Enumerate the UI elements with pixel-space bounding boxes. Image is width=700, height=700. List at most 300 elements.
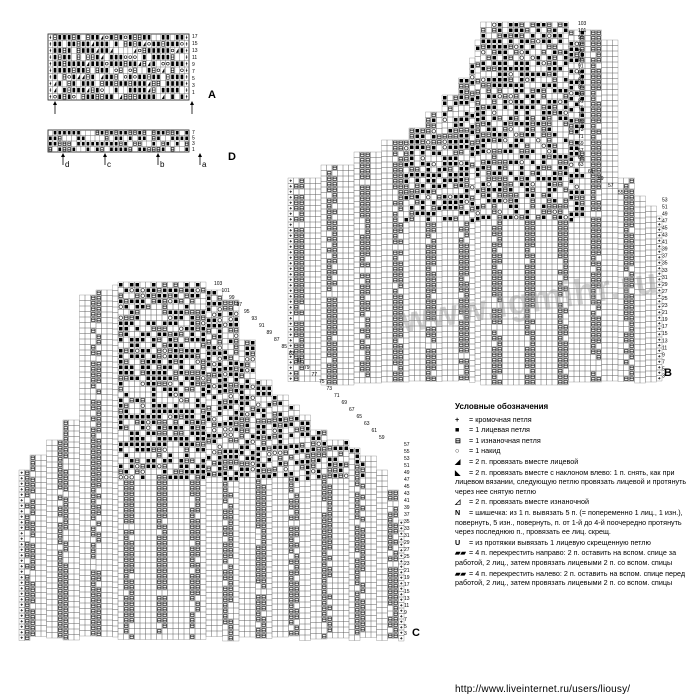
knit-stitch [58,131,61,135]
chart-b-row-number: 93 [578,56,584,63]
knit-stitch [273,446,277,450]
knit-stitch [180,476,184,480]
knit-stitch [454,118,458,122]
chart-b-row-number: 5 [662,366,665,373]
chart-c-row-number: 75 [319,379,325,385]
knit-stitch [515,177,519,181]
knit-stitch [405,163,409,167]
knit-stitch [63,55,66,60]
knit-stitch [526,188,530,192]
yarn-over [246,369,250,373]
knit-stitch [553,155,557,159]
knit-stitch [515,199,519,203]
knit-stitch [229,340,233,344]
knit-stitch [119,371,123,375]
knit-stitch [410,173,414,177]
knit-stitch [180,355,184,359]
yarn-over [493,23,497,27]
chart-c-row-number: 101 [221,288,230,294]
knit-stitch [570,152,574,156]
knit-stitch [235,318,239,322]
yarn-over [235,334,239,338]
chart-b-row-number: 71 [578,133,584,140]
knit-stitch [570,42,574,46]
knit-stitch [110,81,113,86]
knit-stitch [119,300,123,304]
knit-stitch [110,61,113,66]
yarn-over [312,470,316,474]
knit-stitch [180,311,184,315]
chart-c-row-number: 57 [404,442,410,448]
knit-stitch [77,131,80,135]
knit-stitch [181,137,184,141]
knit-stitch [526,183,530,187]
knit-stitch [520,29,524,33]
knit-stitch [257,453,261,457]
footer-url[interactable]: http://www.liveinternet.ru/users/liousy/ [455,684,631,695]
legend-item [455,548,695,567]
knit-stitch [559,111,563,115]
knit-stitch [191,382,195,386]
knit-stitch [454,146,458,150]
chart-b-row-number: 17 [662,324,668,331]
knit-stitch [262,414,266,418]
knit-stitch [224,367,228,371]
knit-stitch [537,172,541,176]
knit-stitch [487,139,491,143]
knit-stitch [240,413,244,417]
yarn-over [515,45,519,49]
knit-stitch [504,56,508,60]
knit-stitch [58,42,61,47]
yarn-over [548,150,552,154]
knit-stitch [531,150,535,154]
knit-stitch [224,356,228,360]
knit-stitch [251,341,255,345]
yarn-over [504,199,508,203]
chart-c-label: C [412,627,420,639]
chart-c-row-number: 65 [356,414,363,420]
knit-stitch [498,133,502,137]
knit-stitch [476,107,480,111]
knit-stitch [542,216,546,220]
knit-stitch [515,210,519,214]
knit-stitch [229,406,233,410]
knit-stitch [174,355,178,359]
knit-stitch [493,106,497,110]
chart-a-row-number: 3 [192,83,195,89]
knit-stitch [487,106,491,110]
knit-stitch [158,415,162,419]
knit-stitch [169,311,173,315]
knit-stitch [240,451,244,455]
chart-c-row-number: 7 [404,617,407,623]
knit-stitch [141,443,145,447]
yarn-over [504,139,508,143]
knit-stitch [279,446,283,450]
knit-stitch [136,437,140,441]
knit-stitch [174,316,178,320]
knit-stitch [432,212,436,216]
knit-stitch [235,411,239,415]
knit-stitch [460,167,464,171]
knit-stitch [531,161,535,165]
knit-stitch [125,322,129,326]
knit-stitch [240,391,244,395]
knit-stitch [130,355,134,359]
knit-stitch [421,146,425,150]
knit-stitch [73,88,76,93]
knit-stitch [334,458,338,462]
knit-stitch [68,55,71,60]
yarn-over [163,349,167,353]
legend-symbol: + [455,414,460,424]
knit-stitch [432,146,436,150]
knit-stitch [570,147,574,151]
knit-stitch [141,305,145,309]
knit-stitch [493,133,497,137]
knit-stitch [537,122,541,126]
yarn-over [498,210,502,214]
knit-stitch [581,174,585,178]
knit-stitch [136,432,140,436]
knit-stitch [136,305,140,309]
knit-stitch [235,400,239,404]
chart-c-row-number: 91 [259,323,265,329]
knit-stitch [185,421,189,425]
knit-stitch [405,218,409,222]
knit-stitch [553,51,557,55]
knit-stitch [169,377,173,381]
knit-stitch [482,62,486,66]
chart-b-row-number: 69 [578,140,584,147]
knit-stitch [235,417,239,421]
knit-stitch [498,40,502,44]
knit-stitch [180,426,184,430]
knit-stitch [180,371,184,375]
knit-stitch [416,129,420,133]
knit-stitch [262,431,266,435]
knit-stitch [174,426,178,430]
legend-symbol: ◢ [455,456,461,466]
chart-c-row-number: 21 [404,568,410,574]
yarn-over [119,476,123,480]
knit-stitch [63,88,66,93]
knit-stitch [105,75,108,80]
knit-stitch [361,463,365,467]
knit-stitch [162,35,165,40]
knit-stitch [185,283,189,287]
knit-stitch [564,166,568,170]
knit-stitch [171,75,174,80]
knit-stitch [207,363,211,367]
knit-stitch [87,81,90,86]
knit-stitch [427,212,431,216]
knit-stitch [138,88,141,93]
knit-stitch [268,475,272,479]
knit-stitch [476,96,480,100]
knit-stitch [570,180,574,184]
knit-stitch [147,382,151,386]
knit-stitch [158,377,162,381]
legend-text: = шишечка: из 1 п. вывязать 5 п. (= попеременно 1 лиц., 1 изн.), повернуть, 5 изн., повернуть, п. от 1-й до 4-й поочередно протянуть через последнюю п., провязать ее лиц. скрещ. [455,507,683,537]
knit-stitch [167,35,170,40]
knit-stitch [229,450,233,454]
knit-stitch [115,55,118,60]
knit-stitch [163,437,167,441]
knit-stitch [96,142,99,146]
knit-stitch [246,352,250,356]
chart-b-row-number: 99 [578,35,584,42]
knit-stitch [564,51,568,55]
knit-stitch [537,166,541,170]
knit-stitch [515,23,519,27]
knit-stitch [224,378,228,382]
chart-c-row-number: 95 [244,309,250,315]
knit-stitch [509,144,513,148]
knit-stitch [229,362,233,366]
chart-c-row-number: 35 [404,519,410,525]
knit-stitch [218,467,222,471]
knit-stitch [141,437,145,441]
knit-stitch [218,462,222,466]
knit-stitch [427,190,431,194]
knit-stitch [120,35,123,40]
knit-stitch [125,410,129,414]
knit-stitch [218,473,222,477]
chart-b-row-number: 97 [578,42,584,49]
knit-stitch [257,469,261,473]
knit-stitch [575,169,579,173]
knit-stitch [91,142,94,146]
chart-c-row-number: 39 [404,505,410,511]
yarn-over [345,474,349,478]
knit-stitch [240,385,244,389]
knit-stitch [147,448,151,452]
knit-stitch [185,355,189,359]
knit-stitch [218,412,222,416]
knit-stitch [317,459,321,463]
yarn-over [130,289,134,293]
knit-stitch [312,437,316,441]
yarn-over [268,453,272,457]
knit-stitch [202,465,206,469]
yarn-over [564,216,568,220]
knit-stitch [218,313,222,317]
knit-stitch [449,179,453,183]
knit-stitch [553,62,557,66]
legend-text: = кромочная петля [467,414,532,424]
chart-b-row-number: 35 [662,260,668,267]
knit-stitch [130,437,134,441]
knit-stitch [157,75,160,80]
knit-stitch [240,407,244,411]
chart-b-row-number: 79 [578,105,584,112]
knit-stitch [421,212,425,216]
knit-stitch [119,448,123,452]
knit-stitch [257,436,261,440]
knit-stitch [515,67,519,71]
legend-item [455,468,695,497]
legend-item [455,425,695,435]
knit-stitch [163,366,167,370]
knit-stitch [185,465,189,469]
knit-stitch [476,217,480,221]
knit-stitch [460,118,464,122]
knit-stitch [73,42,76,47]
knit-stitch [181,75,184,80]
chart-b-row-number: 103 [578,21,587,27]
chart-b-row-number: 73 [578,126,584,133]
knit-stitch [498,172,502,176]
knit-stitch [176,75,179,80]
knit-stitch [509,84,513,88]
knit-stitch [141,300,145,304]
knit-stitch [476,190,480,194]
knit-stitch [531,106,535,110]
knit-stitch [273,473,277,477]
knit-stitch [185,410,189,414]
knit-stitch [345,447,349,451]
chart-b-row-number: 83 [578,91,584,98]
knit-stitch [515,34,519,38]
knit-stitch [460,211,464,215]
chart-a-row-number: 17 [192,34,198,40]
knit-stitch [77,137,80,141]
knit-stitch [471,219,475,223]
knit-stitch [119,355,123,359]
yarn-over [202,322,206,326]
chart-c-row-number: 93 [251,316,258,322]
yarn-over [218,357,222,361]
knit-stitch [487,40,491,44]
knit-stitch [432,152,436,156]
legend-symbol: ⊟ [455,435,462,445]
knit-stitch [295,461,299,465]
knit-stitch [185,349,189,353]
knit-stitch [235,428,239,432]
knit-stitch [181,61,184,66]
knit-stitch [498,45,502,49]
knit-stitch [54,131,57,135]
knit-stitch [504,150,508,154]
knit-stitch [542,84,546,88]
knit-stitch [158,426,162,430]
knit-stitch [476,47,480,51]
knit-stitch [180,316,184,320]
knit-stitch [176,81,179,86]
knit-stitch [152,421,156,425]
knit-stitch [542,73,546,77]
chart-c-row-number: 3 [404,631,407,637]
knit-stitch [207,456,211,460]
chart-b-row-number: 67 [578,147,584,154]
knit-stitch [171,42,174,47]
knit-stitch [125,470,129,474]
knit-stitch [345,441,349,445]
knit-stitch [526,62,530,66]
knit-stitch [180,344,184,348]
knit-stitch [191,432,195,436]
knit-stitch [119,399,123,403]
knit-stitch [136,415,140,419]
yarn-over [471,186,475,190]
chart-a-row-number: 7 [192,69,195,75]
knit-stitch [163,322,167,326]
knit-stitch [526,133,530,137]
yarn-over [493,111,497,115]
knit-stitch [202,437,206,441]
knit-stitch [493,199,497,203]
knit-stitch [196,465,200,469]
knit-stitch [575,202,579,206]
knit-stitch [191,333,195,337]
knit-stitch [169,454,173,458]
knit-stitch [77,61,80,66]
chart-b-row-number: 49 [662,211,668,218]
knit-stitch [548,67,552,71]
knit-stitch [246,402,250,406]
knit-stitch [77,68,80,73]
knit-stitch [449,140,453,144]
yarn-over [224,323,228,327]
knit-stitch [279,440,283,444]
knit-stitch [180,465,184,469]
knit-stitch [520,122,524,126]
legend-symbol: ▰▰ [455,548,467,558]
chart-b-row-number: 59 [598,176,604,183]
knit-stitch [129,61,132,66]
knit-stitch [438,168,442,172]
knit-stitch [218,302,222,306]
knit-stitch [87,148,90,152]
knit-stitch [498,139,502,143]
knit-stitch [575,191,579,195]
knit-stitch [449,206,453,210]
knit-stitch [504,78,508,82]
chart-b-row-number: 39 [662,246,668,253]
knit-stitch [553,89,557,93]
knit-stitch [537,89,541,93]
knit-stitch [91,75,94,80]
knit-stitch [115,61,118,66]
chart-b-row-number: 41 [662,239,668,246]
knit-stitch [143,81,146,86]
knit-stitch [531,194,535,198]
knit-stitch [120,61,123,66]
knit-stitch [147,289,151,293]
knit-stitch [262,475,266,479]
chart-b-row-number: 81 [578,98,584,105]
yarn-over [432,163,436,167]
knit-stitch [460,184,464,188]
knit-stitch [548,106,552,110]
knit-stitch [191,470,195,474]
yarn-over [482,78,486,82]
knit-stitch [167,42,170,47]
knit-stitch [553,188,557,192]
knit-stitch [328,458,332,462]
knit-stitch [110,131,113,135]
knit-stitch [73,81,76,86]
knit-stitch [339,447,343,451]
knit-stitch [301,460,305,464]
knit-stitch [570,218,574,222]
knit-stitch [290,434,294,438]
knit-stitch [553,29,557,33]
knit-stitch [134,81,137,86]
legend-item [455,415,695,425]
